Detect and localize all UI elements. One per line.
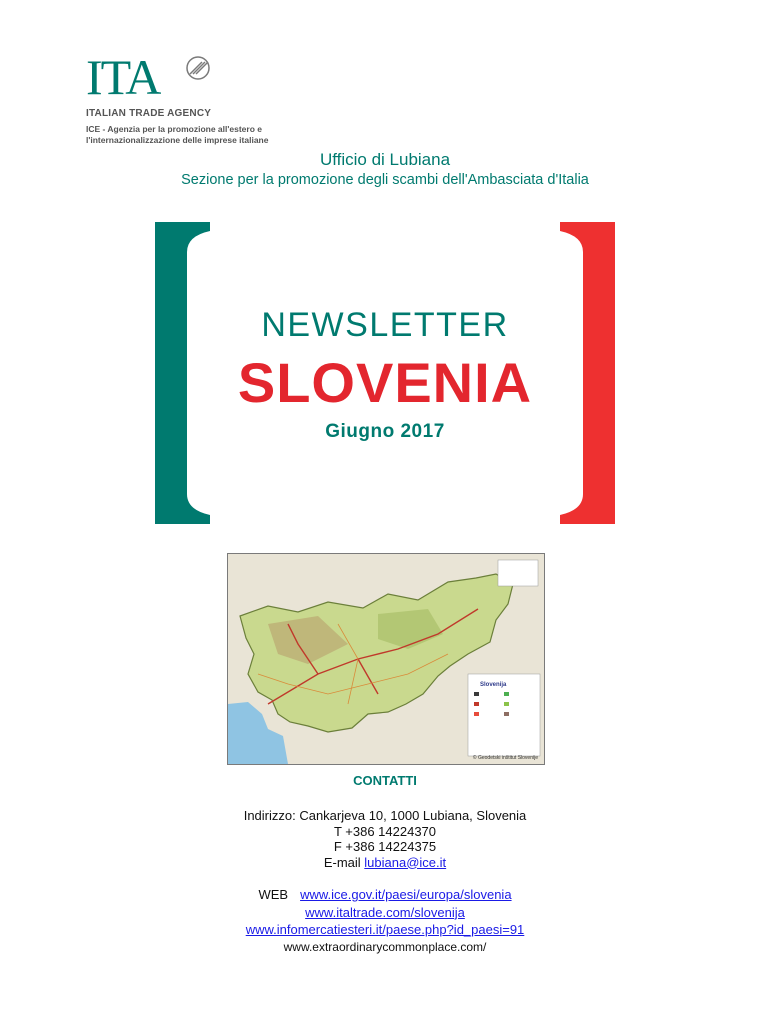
office-title: Ufficio di Lubiana bbox=[319, 150, 451, 169]
newsletter-title: NEWSLETTER bbox=[261, 306, 509, 344]
web-extra: www.extraordinarycommonplace.com/ bbox=[283, 939, 487, 954]
section-subtitle: Sezione per la promozione degli scambi dell'Ambasciata d'Italia bbox=[181, 172, 589, 188]
email-link[interactable]: lubiana@ice.it bbox=[364, 854, 447, 870]
web-row-2 bbox=[0, 904, 770, 922]
contact-phone: T +386 14224370 bbox=[333, 823, 437, 839]
ita-logo-text: ITA bbox=[86, 52, 160, 100]
web-links bbox=[0, 886, 770, 956]
contacts-heading: CONTATTI bbox=[353, 773, 417, 788]
web-row-1 bbox=[0, 886, 770, 904]
web-row-3 bbox=[0, 921, 770, 939]
agency-line-1: ICE - Agenzia per la promozione all'estero e bbox=[86, 124, 262, 134]
contact-info bbox=[0, 808, 770, 870]
web-link-italtrade[interactable]: www.italtrade.com/slovenija bbox=[305, 904, 465, 920]
agency-description bbox=[86, 124, 306, 146]
map-legend-title: Slovenija bbox=[480, 682, 507, 688]
newsletter-date: Giugno 2017 bbox=[325, 421, 445, 442]
agency-line-2: l'internazionalizzazione delle imprese italiane bbox=[86, 135, 269, 145]
newsletter-country: SLOVENIA bbox=[237, 351, 533, 414]
contact-email-row bbox=[0, 855, 770, 871]
email-label: E-mail bbox=[323, 854, 361, 870]
web-link-ice[interactable]: www.ice.gov.it/paesi/europa/slovenia bbox=[300, 887, 512, 902]
ita-logo-leaf-icon bbox=[190, 62, 208, 74]
agency-name: ITALIAN TRADE AGENCY bbox=[86, 108, 212, 119]
map-image bbox=[228, 554, 544, 764]
web-label: WEB bbox=[258, 887, 289, 902]
contact-fax: F +386 14224375 bbox=[333, 839, 437, 854]
slovenia-map bbox=[227, 553, 545, 765]
web-link-infomercati[interactable]: www.infomercatiesteri.it/paese.php?id_paesi=91 bbox=[245, 922, 525, 937]
contact-address: Indirizzo: Cankarjeva 10, 1000 Lubiana, Slovenia bbox=[243, 808, 527, 823]
ita-logo-mark bbox=[86, 52, 216, 100]
map-credit: © Geodetski inštitut Slovenije bbox=[472, 755, 538, 761]
